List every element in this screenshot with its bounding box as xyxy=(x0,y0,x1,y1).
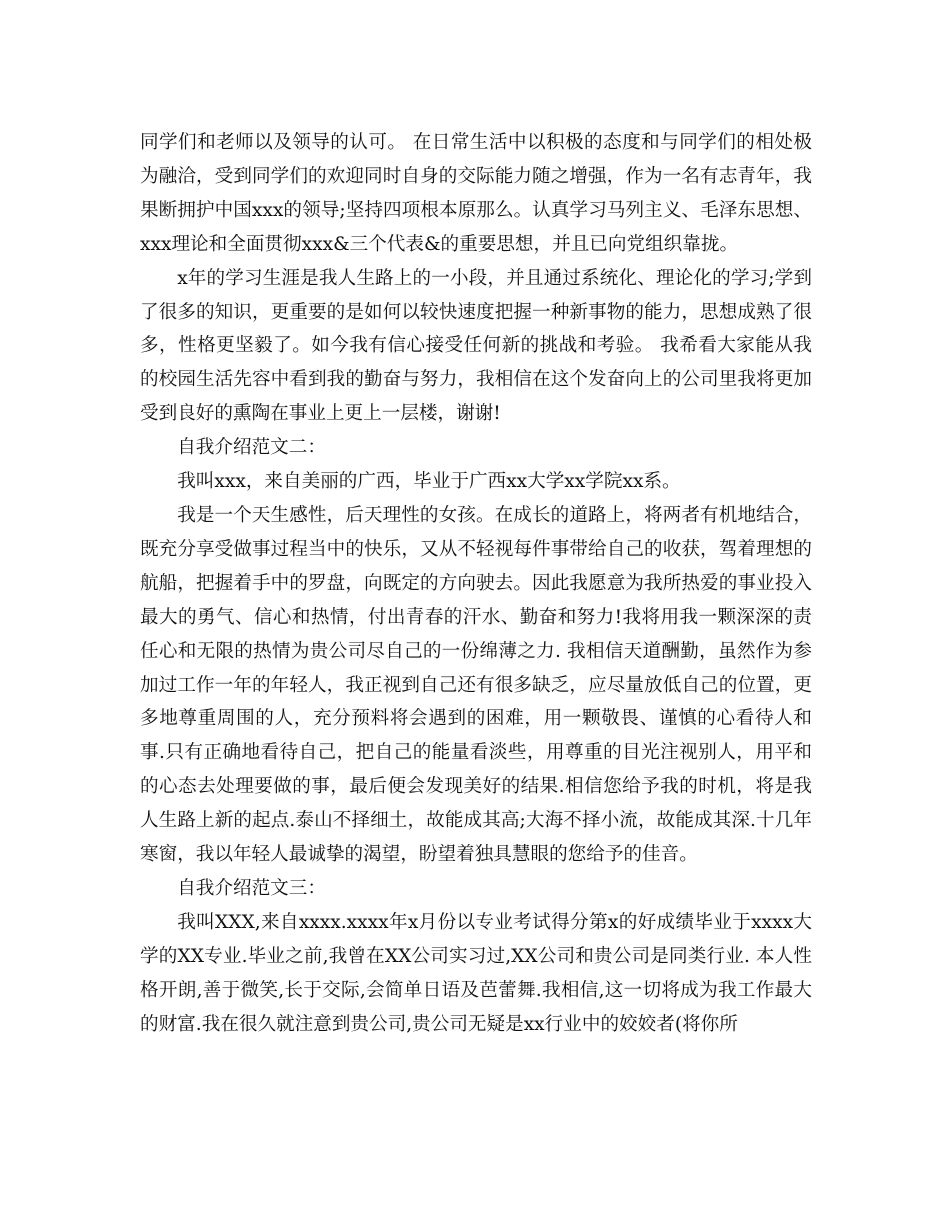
section-heading-sample-three: 自我介绍范文三： xyxy=(177,877,326,899)
paragraph-personality: 我是一个天生感性，后天理性的女孩。在成长的道路上，将两者有机地结合，既充分享受做事过程当中的快乐，又从不轻视每件事带给自己的收获，驾着理想的航船，把握着手中的罗盘，向既定的方向驶去。因此我愿意为我所热爱的事业投入最大的勇气、信心和热情，付出青春的汗水、勤奋和努力!我将用我一颗深深的责任心和无限的热情为贵公司尽自己的一份绵薄之力. 我相信天道酬勤，虽然作为参加过工作一年的年轻人，我正视到自己还有很多缺乏，应尽量放低自己的位置，更多地尊重周围的人，充分预料将会遇到的困难，用一颗敬畏、谨慎的心看待人和事.只有正确地看待自己，把自己的能量看淡些，用尊重的目光注视别人，用平和的心态去处理要做的事，最后便会发现美好的结果.相信您给予我的时机，将是我人生路上新的起点.泰山不择细土，故能成其高;大海不择小流，故能成其深.十几年寒窗，我以年轻人最诚挚的渴望，盼望着独具慧眼的您给予的佳音。 xyxy=(140,504,812,866)
paragraph-sample-three-intro: 我叫XXX,来自xxxx.xxxx年x月份以专业考试得分第x的好成绩毕业于xxxx大学的XX专业.毕业之前,我曾在XX公司实习过,XX公司和贵公司是同类行业. 本人性格开朗,善于微笑,长于交际,会简单日语及芭蕾舞.我相信,这一切将成为我工作最大的财富.我在很久就注意到贵公司,贵公司无疑是xx行业中的姣姣者(将你所 xyxy=(140,911,812,1035)
paragraph-continuation: 同学们和老师以及领导的认可。 在日常生活中以积极的态度和与同学们的相处极为融洽，受到同学们的欢迎同时自身的交际能力随之增强，作为一名有志青年，我果断拥护中国xxx的领导;坚持四项根本原那么。认真学习马列主义、毛泽东思想、xxx理论和全面贯彻xxx&三个代表&的重要思想，并且已向党组织靠拢。 xyxy=(140,132,812,255)
section-heading-sample-two: 自我介绍范文二： xyxy=(177,437,326,459)
paragraph-name-origin: 我叫xxx，来自美丽的广西，毕业于广西xx大学xx学院xx系。 xyxy=(177,471,681,493)
paragraph-study-years: x年的学习生涯是我人生路上的一小段，并且通过系统化、理论化的学习;学到了很多的知识，更重要的是如何以较快速度把握一种新事物的能力，思想成熟了很多，性格更坚毅了。如今我有信心接受任何新的挑战和考验。 我希看大家能从我的校园生活先容中看到我的勤奋与努力，我相信在这个发奋向上的公司里我将更加受到良好的熏陶在事业上更上一层楼，谢谢! xyxy=(140,267,812,425)
document-body xyxy=(140,126,812,1041)
